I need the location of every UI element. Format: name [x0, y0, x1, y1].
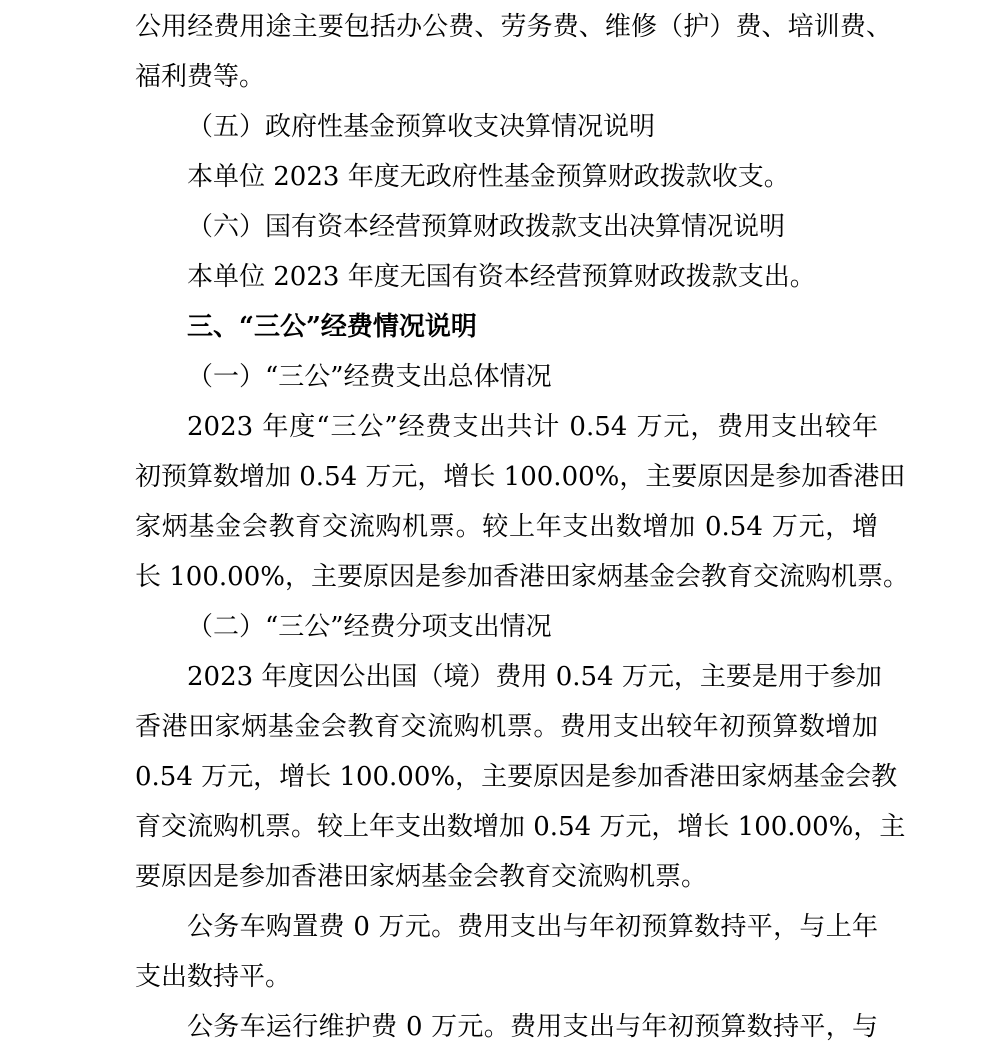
section-heading: （一）“三公”经费支出总体情况 [187, 362, 552, 392]
section-heading: （二）“三公”经费分项支出情况 [187, 612, 552, 642]
chapter-heading: 三、“三公”经费情况说明 [187, 312, 477, 342]
paragraph-line: 0.54 万元，增长 100.00%，主要原因是参加香港田家炳基金会教 [135, 762, 898, 792]
paragraph-line: 育交流购机票。较上年支出数增加 0.54 万元，增长 100.00%，主 [135, 812, 906, 842]
paragraph-line: 长 100.00%，主要原因是参加香港田家炳基金会教育交流购机票。 [135, 562, 909, 592]
paragraph-line: 公用经费用途主要包括办公费、劳务费、维修（护）费、培训费、 [135, 12, 892, 42]
paragraph-line: 本单位 2023 年度无政府性基金预算财政拨款收支。 [187, 162, 790, 192]
paragraph-line: 初预算数增加 0.54 万元，增长 100.00%，主要原因是参加香港田 [135, 462, 906, 492]
paragraph-line: 香港田家炳基金会教育交流购机票。费用支出较年初预算数增加 [135, 712, 878, 742]
paragraph-line: 公务车运行维护费 0 万元。费用支出与年初预算数持平，与 [187, 1012, 878, 1042]
paragraph-line: 支出数持平。 [135, 962, 292, 992]
paragraph-line: 家炳基金会教育交流购机票。较上年支出数增加 0.54 万元，增 [135, 512, 878, 542]
paragraph-line: 2023 年度因公出国（境）费用 0.54 万元，主要是用于参加 [187, 662, 882, 692]
paragraph-line: 公务车购置费 0 万元。费用支出与年初预算数持平，与上年 [187, 912, 878, 942]
paragraph-line: 要原因是参加香港田家炳基金会教育交流购机票。 [135, 862, 708, 892]
paragraph-line: 福利费等。 [135, 62, 266, 92]
section-heading: （五）政府性基金预算收支决算情况说明 [187, 112, 656, 142]
paragraph-line: 本单位 2023 年度无国有资本经营预算财政拨款支出。 [187, 262, 816, 292]
paragraph-line: 2023 年度“三公”经费支出共计 0.54 万元，费用支出较年 [187, 412, 878, 442]
section-heading: （六）国有资本经营预算财政拨款支出决算情况说明 [187, 212, 786, 242]
